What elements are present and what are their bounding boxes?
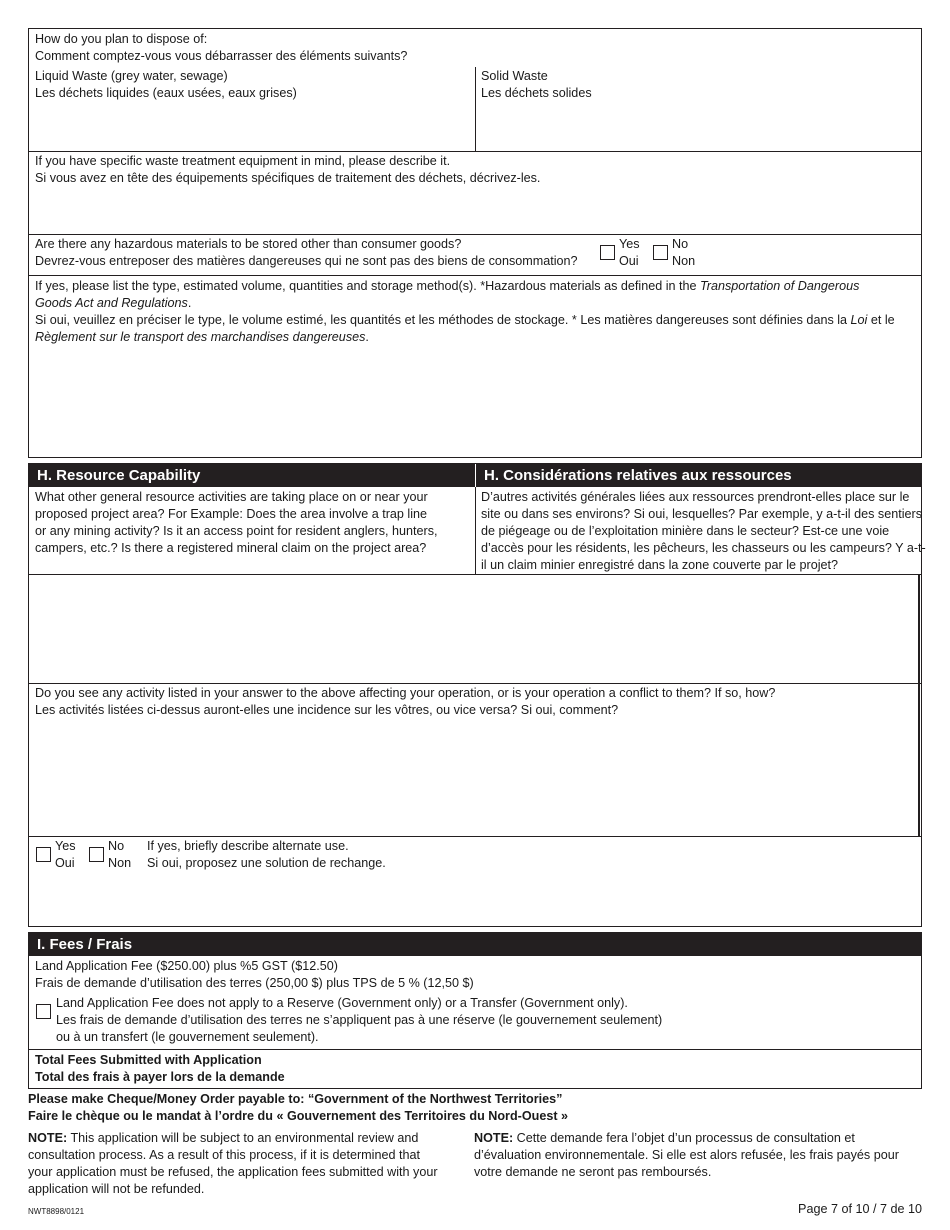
form-id: NWT8898/0121: [28, 1207, 85, 1216]
exempt-line: Land Application Fee does not apply to a Reserve (Government only) or a Transfer (Government only).: [56, 996, 628, 1010]
total-fees-field[interactable]: [29, 1052, 921, 1088]
hazardous-question: [35, 236, 578, 270]
no-label-fr: Non: [108, 856, 132, 870]
question-line: site ou dans ses environs? Si oui, lesquelles? Par exemple, y a-t-il des sentiers: [481, 507, 923, 521]
detail-text: If yes, please list the type, estimated volume, quantities and storage method(s). *Hazardous materials as defined in the: [35, 279, 701, 293]
question-line: il un claim minier enregistré dans la zone couverte par le projet?: [481, 558, 839, 572]
note-text: This application will be subject to an environmental review and: [67, 1131, 419, 1145]
hazardous-detail-fr-2: [35, 329, 915, 346]
solid-waste-label-en: Solid Waste: [481, 69, 548, 83]
yes-label-fr: Oui: [619, 254, 639, 268]
note-text: d’évaluation environnementale. Si elle est alors refusée, les frais payés pour: [474, 1148, 899, 1162]
note-fr: [474, 1130, 899, 1181]
alternate-yes-checkbox[interactable]: [36, 847, 51, 862]
hazardous-yes-label: [619, 236, 640, 270]
question-line: proposed project area? For Example: Does the area involve a trap line: [35, 507, 428, 521]
hazardous-yes-checkbox[interactable]: [600, 245, 615, 260]
alternate-yes-label: [55, 838, 76, 872]
question-line: d’accès pour les résidents, les pêcheurs, les chasseurs ou les campeurs? Y a-t-: [481, 541, 926, 555]
liquid-waste-label-fr: Les déchets liquides (eaux usées, eaux grises): [35, 86, 297, 100]
hazardous-question-fr: Devrez-vous entreposer des matières dangereuses qui ne sont pas des biens de consommation?: [35, 254, 578, 268]
loi-title: Loi: [850, 313, 868, 327]
divider: [29, 1049, 921, 1050]
divider: [475, 487, 476, 574]
exempt-line: Les frais de demande d’utilisation des terres ne s’appliquent pas à une réserve (le gouvernement seulement): [56, 1013, 663, 1027]
resource-answer-field[interactable]: [29, 575, 920, 683]
solid-waste-label-fr: Les déchets solides: [481, 86, 592, 100]
hazardous-detail-fr-1: [35, 312, 915, 329]
fee-description: [35, 958, 474, 992]
yes-label-en: Yes: [619, 237, 640, 251]
punct: .: [187, 296, 192, 310]
note-text: Cette demande fera l’objet d’un processus de consultation et: [513, 1131, 855, 1145]
liquid-waste-field[interactable]: [29, 67, 475, 151]
question-line: or any mining activity? Is it an access point for resident anglers, hunters,: [35, 524, 438, 538]
yes-label-en: Yes: [55, 839, 76, 853]
question-line: What other general resource activities are taking place on or near your: [35, 490, 428, 504]
alternate-use-label-en: If yes, briefly describe alternate use.: [147, 839, 349, 853]
payable-notice: [28, 1091, 568, 1125]
hazardous-detail-en-2: [35, 295, 915, 312]
divider: [29, 275, 921, 276]
liquid-waste-label-en: Liquid Waste (grey water, sewage): [35, 69, 228, 83]
conflict-field[interactable]: [29, 684, 920, 836]
solid-waste-field[interactable]: [476, 67, 921, 151]
payable-fr: Faire le chèque ou le mandat à l’ordre du « Gouvernement des Territoires du Nord-Ouest »: [28, 1109, 569, 1123]
alternate-no-checkbox[interactable]: [89, 847, 104, 862]
alternate-no-label: [108, 838, 131, 872]
conflict-label-fr: Les activités listées ci-dessus auront-elles une incidence sur les vôtres, ou vice versa? Si oui, comment?: [35, 703, 619, 717]
total-fees-label-fr: Total des frais à payer lors de la demande: [35, 1070, 285, 1084]
fee-fr: Frais de demande d’utilisation des terres (250,00 $) plus TPS de 5 % (12,50 $): [35, 976, 474, 990]
divider: [29, 836, 921, 837]
detail-text-fr: Si oui, veuillez en préciser le type, le volume estimé, les quantités et les méthodes de stockage. * Les matières dangereuses sont définies dans la: [35, 313, 851, 327]
note-label: NOTE:: [474, 1131, 514, 1145]
note-text: your application must be refused, the application fees submitted with your: [28, 1165, 438, 1179]
section-h-title-en: H. Resource Capability: [29, 464, 475, 487]
question-line: campers, etc.? Is there a registered mineral claim on the project area?: [35, 541, 427, 555]
reglement-title: Règlement sur le transport des marchandises dangereuses: [35, 330, 366, 344]
payable-en: Please make Cheque/Money Order payable to: “Government of the Northwest Territories”: [28, 1092, 563, 1106]
total-fees-label-en: Total Fees Submitted with Application: [35, 1053, 262, 1067]
note-text: votre demande ne seront pas remboursés.: [474, 1165, 712, 1179]
alternate-use-label-fr: Si oui, proposez une solution de rechange.: [147, 856, 386, 870]
fee-en: Land Application Fee ($250.00) plus %5 GST ($12.50): [35, 959, 338, 973]
treatment-field[interactable]: [29, 152, 921, 234]
disposal-question-en: How do you plan to dispose of:: [35, 32, 208, 46]
hazardous-question-en: Are there any hazardous materials to be stored other than consumer goods?: [35, 237, 462, 251]
disposal-question-fr: Comment comptez-vous vous débarrasser des éléments suivants?: [35, 49, 408, 63]
hazardous-no-label: [672, 236, 695, 270]
fee-exempt-checkbox[interactable]: [36, 1004, 51, 1019]
yes-label-fr: Oui: [55, 856, 75, 870]
treatment-label-en: If you have specific waste treatment equipment in mind, please describe it.: [35, 154, 451, 168]
section-i-title: I. Fees / Frais: [29, 933, 921, 956]
act-title-cont: Goods Act and Regulations: [35, 296, 188, 310]
conflict-label-en: Do you see any activity listed in your answer to the above affecting your operation, or is your operation a conflict to them? If so, how?: [35, 686, 776, 700]
note-text: application will not be refunded.: [28, 1182, 205, 1196]
disposal-question: [35, 31, 407, 65]
hazardous-no-checkbox[interactable]: [653, 245, 668, 260]
punct: .: [365, 330, 369, 344]
note-label: NOTE:: [28, 1131, 68, 1145]
note-text: consultation process. As a result of this process, if it is determined that: [28, 1148, 420, 1162]
alternate-use-field[interactable]: [147, 838, 917, 924]
fee-exempt-label: [56, 995, 662, 1046]
act-title: Transportation of Dangerous: [700, 279, 860, 293]
question-line: de piégeage ou de l’exploitation minière dans le secteur? Est-ce une voie: [481, 524, 890, 538]
hazardous-detail-en-1: [35, 278, 915, 295]
treatment-label-fr: Si vous avez en tête des équipements spécifiques de traitement des déchets, décrivez-les.: [35, 171, 541, 185]
no-label-fr: Non: [672, 254, 696, 268]
conj: et le: [867, 313, 895, 327]
question-line: D’autres activités générales liées aux ressources prendront-elles place sur le: [481, 490, 910, 504]
section-h-title-fr: H. Considérations relatives aux ressources: [476, 464, 921, 487]
no-label-en: No: [108, 839, 125, 853]
divider: [29, 234, 921, 235]
note-en: [28, 1130, 438, 1198]
no-label-en: No: [672, 237, 689, 251]
resource-question-en: [35, 489, 438, 557]
hazardous-detail-field[interactable]: [29, 278, 921, 457]
page-number: Page 7 of 10 / 7 de 10: [798, 1202, 922, 1216]
resource-question-fr: [481, 489, 926, 574]
exempt-line: ou à un transfert (le gouvernement seulement).: [56, 1030, 319, 1044]
